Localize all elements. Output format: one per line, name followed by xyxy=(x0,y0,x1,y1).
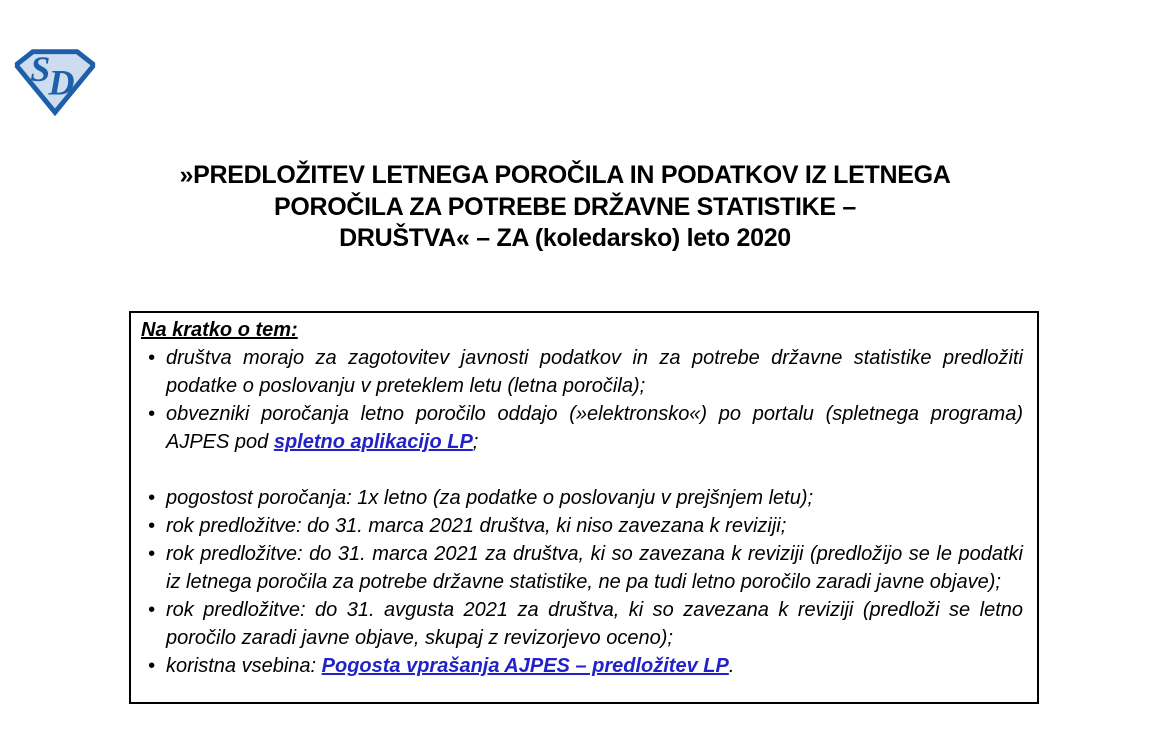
document-title xyxy=(140,160,990,255)
bullet-item xyxy=(141,596,1023,652)
title-line-2: POROČILA ZA POTREBE DRŽAVNE STATISTIKE – xyxy=(273,192,856,221)
bullet-item xyxy=(141,344,1023,400)
bullet-text: koristna vsebina: xyxy=(166,655,322,677)
bullet-item xyxy=(141,512,1023,540)
logo-letter-d: D xyxy=(48,62,75,103)
sd-logo xyxy=(14,48,96,116)
bullet-text: rok predložitve: do 31. avgusta 2021 za društva, ki so zavezana k reviziji (predloži se letno poročilo zaradi javne objave, skupaj z revizorjevo oceno); xyxy=(166,599,1023,649)
bullet-item xyxy=(141,652,1023,680)
bullet-text: ; xyxy=(472,431,479,453)
info-bullet-list xyxy=(141,344,1023,680)
bullet-item xyxy=(141,400,1023,456)
logo-letter-s: S xyxy=(30,49,51,90)
title-line-1: »PREDLOŽITEV LETNEGA POROČILA IN PODATKOV IZ LETNEGA xyxy=(179,161,951,189)
title-line-3: DRUŠTVA« – ZA (koledarsko) leto 2020 xyxy=(339,224,791,252)
spletna-aplikacija-lp-link[interactable]: spletno aplikacijo LP xyxy=(273,431,473,453)
info-box-heading: Na kratko o tem: xyxy=(141,319,298,341)
bullet-item xyxy=(141,540,1023,596)
bullet-text: rok predložitve: do 31. marca 2021 za društva, ki so zavezana k reviziji (predložijo se le podatki iz letnega poročila za potrebe državne statistike, ne pa tudi letno poročilo zaradi javne objave); xyxy=(166,543,1023,593)
bullet-text: društva morajo za zagotovitev javnosti podatkov in za potrebe državne statistike predložiti podatke o poslovanju v preteklem letu (letna poročila); xyxy=(166,347,1023,397)
pogosta-vprasanja-ajpes-link[interactable]: Pogosta vprašanja AJPES – predložitev LP xyxy=(321,655,729,677)
bullet-text: rok predložitve: do 31. marca 2021 društva, ki niso zavezana k reviziji; xyxy=(166,515,787,537)
bullet-text: . xyxy=(728,655,735,677)
bullet-text: pogostost poročanja: 1x letno (za podatke o poslovanju v prejšnjem letu); xyxy=(166,487,814,509)
info-box xyxy=(129,311,1039,704)
bullet-item xyxy=(141,484,1023,512)
bullet-text: obvezniki poročanja letno poročilo oddajo (»elektronsko«) po portalu (spletnega programa) AJPES pod xyxy=(166,403,1023,453)
